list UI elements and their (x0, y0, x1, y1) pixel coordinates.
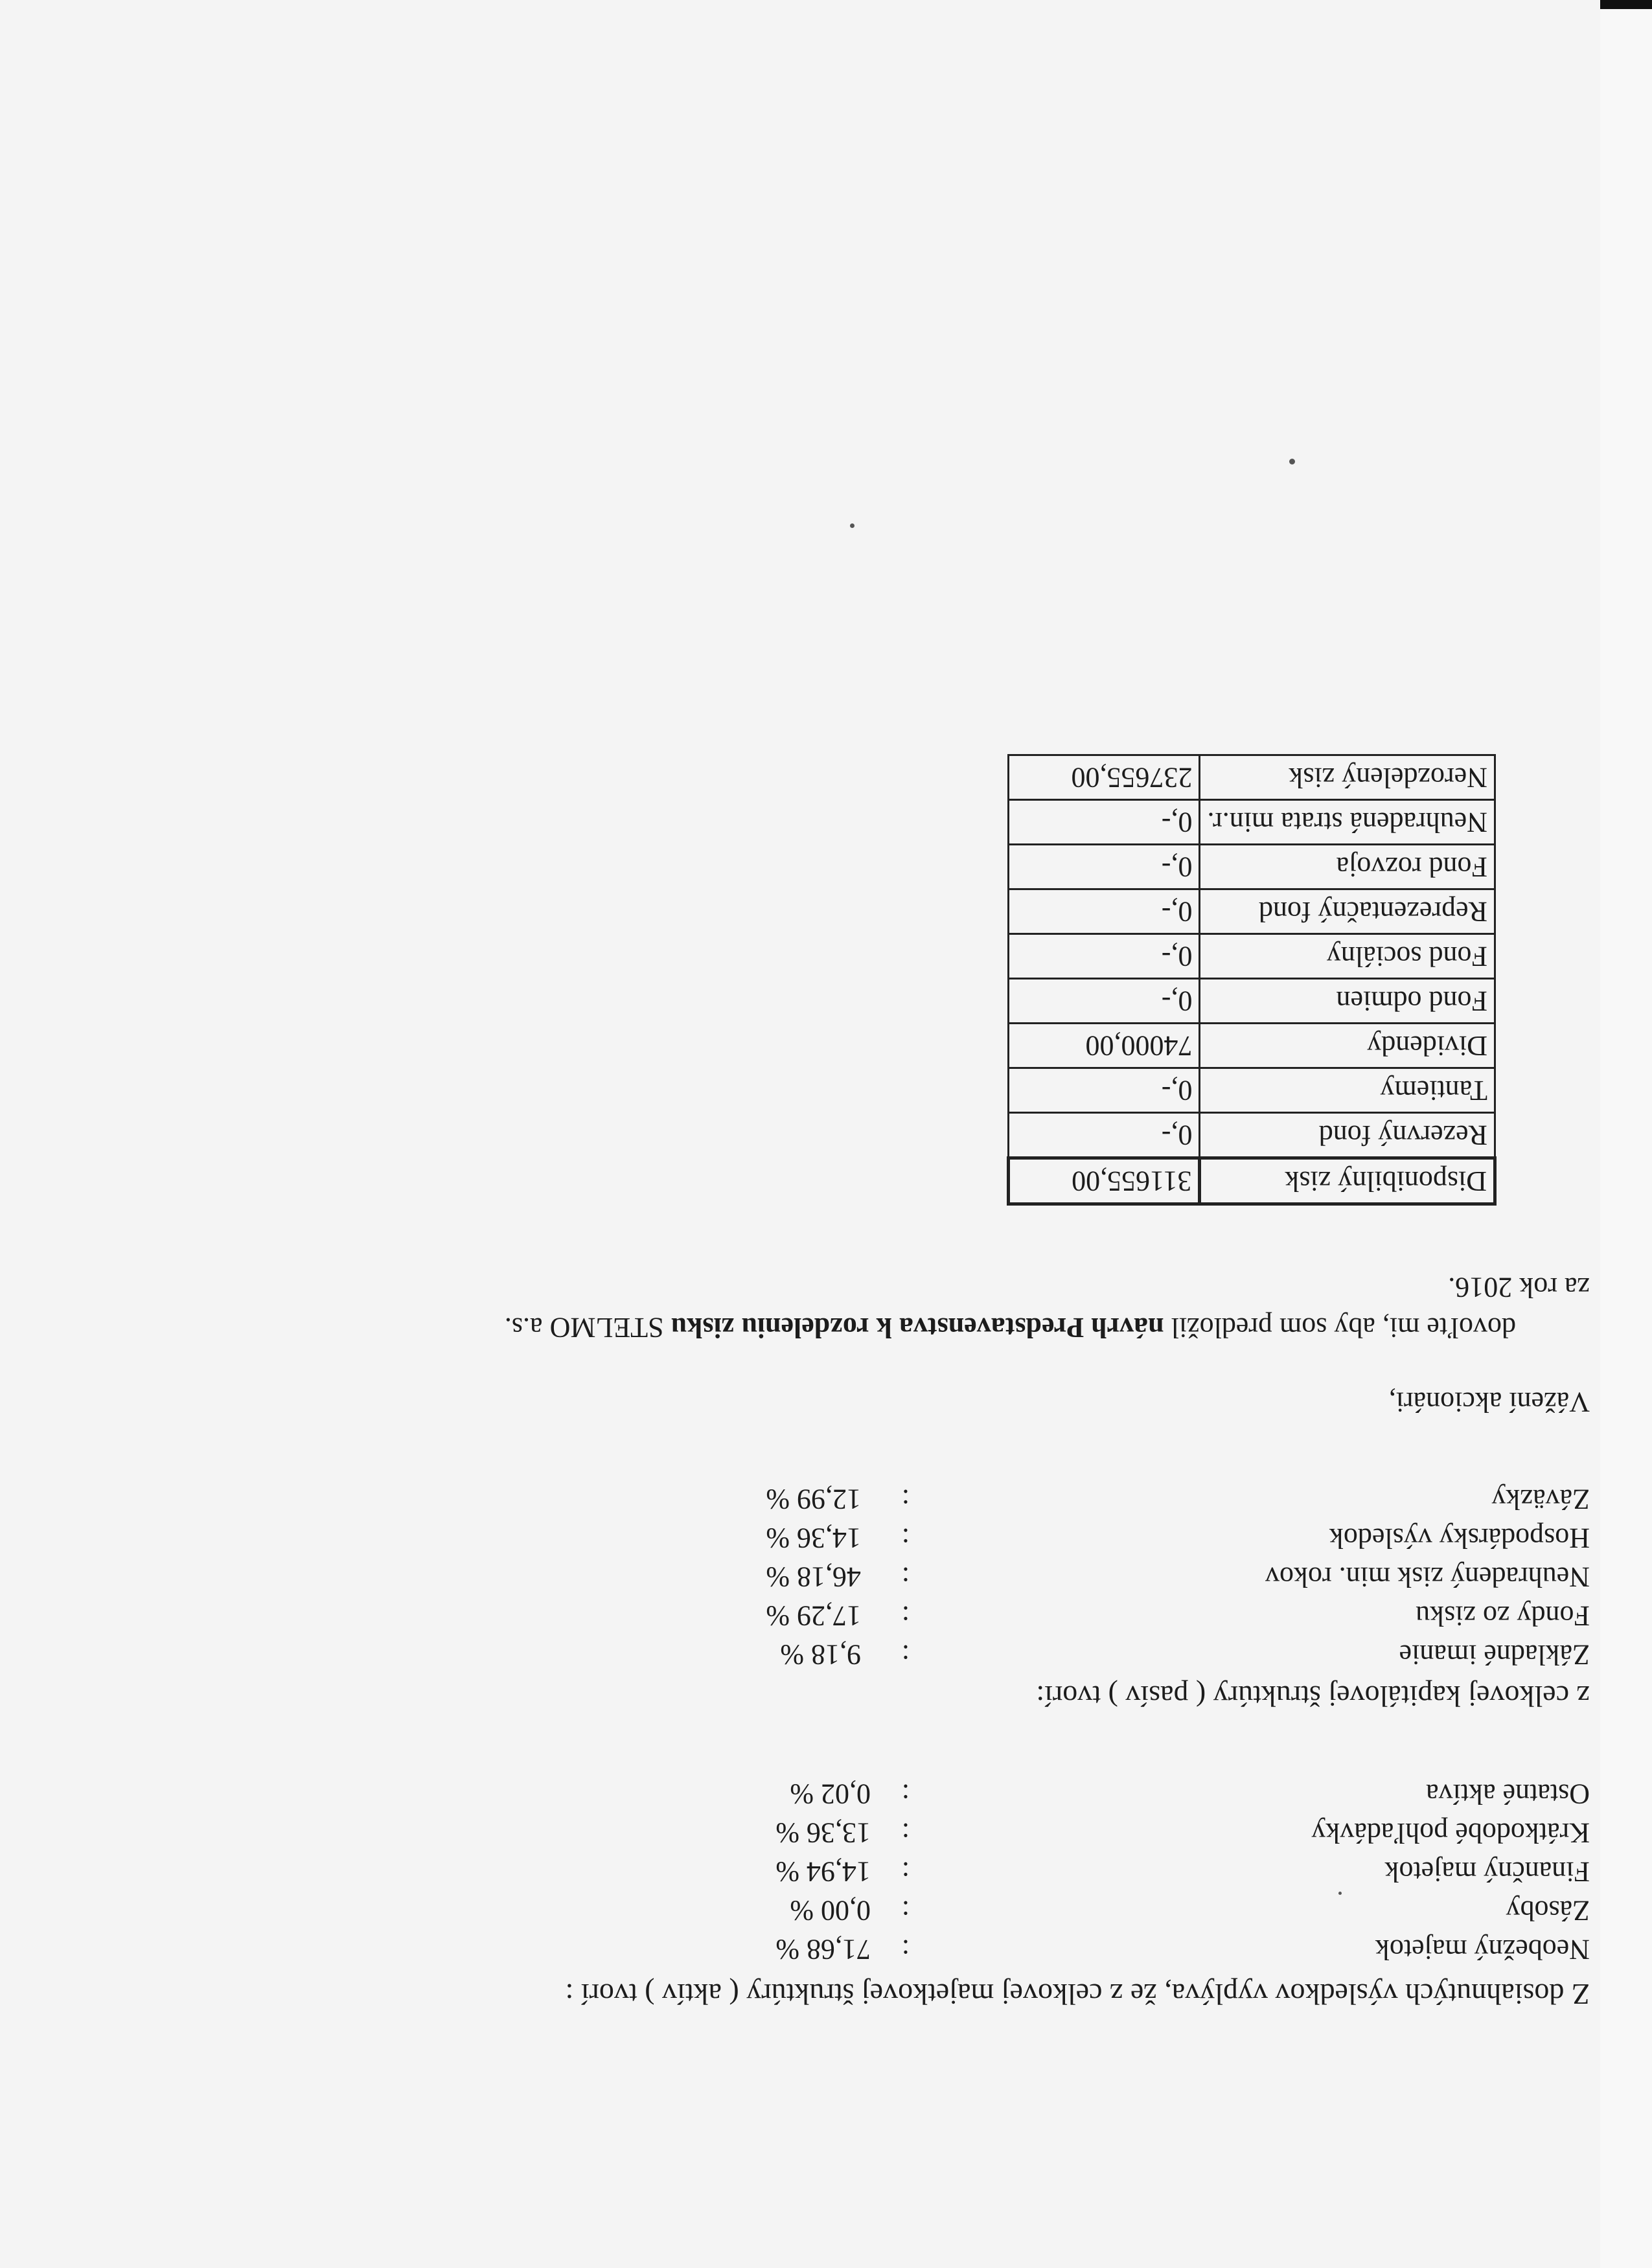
row-label: Disponibilný zisk (1200, 1158, 1495, 1204)
row-label: Nerozdelený zisk (1200, 755, 1495, 800)
row-label: Reprezentačný fond (1200, 889, 1495, 934)
table-row (1009, 889, 1495, 934)
asset-label: Krátkodobé pohľadávky (1311, 1817, 1590, 1849)
table-row (1009, 1024, 1495, 1068)
liability-label: Hospodársky výsledok (1329, 1522, 1590, 1554)
row-value: 0,- (1009, 889, 1200, 934)
liability-colon: : (901, 1639, 910, 1671)
assets-intro: Z dosiahnutých výsledkov vyplýva, že z celkovej majetkovej štruktúry ( aktív ) tvorí : (565, 1978, 1590, 2011)
greeting: Vážení akcionári, (1388, 1386, 1590, 1418)
table-row (1009, 979, 1495, 1024)
liability-value: 14,36 % (766, 1522, 861, 1554)
liability-value: 12,99 % (766, 1483, 861, 1515)
liability-colon: : (901, 1600, 910, 1632)
asset-label: Zásoby (1506, 1895, 1590, 1927)
liability-value: 17,29 % (766, 1600, 861, 1632)
asset-value: 0,02 % (790, 1778, 871, 1810)
liabilities-intro: z celkovej kapitálovej štruktúry ( pasív ) tvorí: (1036, 1680, 1590, 1713)
asset-colon: : (901, 1934, 910, 1965)
row-label: Fond rozvoja (1200, 845, 1495, 889)
row-label: Tantiemy (1200, 1068, 1495, 1113)
table-row (1009, 755, 1495, 800)
table-row (1009, 1068, 1495, 1113)
asset-label: Finančný majetok (1384, 1856, 1590, 1888)
asset-value: 14,94 % (775, 1856, 871, 1888)
asset-value: 0,00 % (790, 1895, 871, 1927)
proposal-year: za rok 2016. (1448, 1272, 1590, 1303)
row-value: 0,- (1009, 1068, 1200, 1113)
asset-value: 13,36 % (775, 1817, 871, 1849)
row-value: 0,- (1009, 800, 1200, 845)
asset-colon: : (901, 1817, 910, 1849)
row-label: Rezervný fond (1200, 1113, 1495, 1158)
row-value: 237655,00 (1009, 755, 1200, 800)
asset-colon: : (901, 1778, 910, 1810)
asset-colon: : (901, 1856, 910, 1888)
profit-distribution-table (1007, 754, 1497, 1206)
liability-colon: : (901, 1483, 910, 1515)
asset-label: Neobežný majetok (1375, 1934, 1590, 1965)
proposal-text: dovoľte mi, aby som predložil (1164, 1312, 1516, 1344)
asset-colon: : (901, 1895, 910, 1927)
row-label: Fond sociálny (1200, 934, 1495, 979)
row-value: 311655,00 (1009, 1158, 1200, 1204)
asset-value: 71,68 % (775, 1934, 871, 1965)
row-label: Neuhradená strata min.r. (1200, 800, 1495, 845)
liability-value: 9,18 % (780, 1639, 861, 1671)
table-row (1009, 800, 1495, 845)
liability-value: 46,18 % (766, 1561, 861, 1593)
liability-colon: : (901, 1561, 910, 1593)
asset-label: Ostatné aktíva (1426, 1778, 1590, 1810)
row-value: 0,- (1009, 1113, 1200, 1158)
table-row (1009, 1113, 1495, 1158)
row-value: 74000,00 (1009, 1024, 1200, 1068)
row-value: 0,- (1009, 845, 1200, 889)
row-label: Dividendy (1200, 1024, 1495, 1068)
table-row (1009, 1158, 1495, 1204)
liability-colon: : (901, 1522, 910, 1554)
proposal-line (505, 1313, 1516, 1342)
liability-label: Neuhradený zisk min. rokov (1265, 1561, 1590, 1593)
proposal-company: STELMO a.s. (504, 1312, 671, 1344)
liability-label: Záväzky (1491, 1483, 1590, 1515)
proposal-bold: návrh Predstavenstva k rozdeleniu zisku (671, 1312, 1164, 1344)
row-value: 0,- (1009, 934, 1200, 979)
table-row (1009, 934, 1495, 979)
table-row (1009, 845, 1495, 889)
liability-label: Fondy zo zisku (1416, 1600, 1590, 1632)
row-label: Fond odmien (1200, 979, 1495, 1024)
liability-label: Základné imanie (1399, 1639, 1590, 1671)
row-value: 0,- (1009, 979, 1200, 1024)
